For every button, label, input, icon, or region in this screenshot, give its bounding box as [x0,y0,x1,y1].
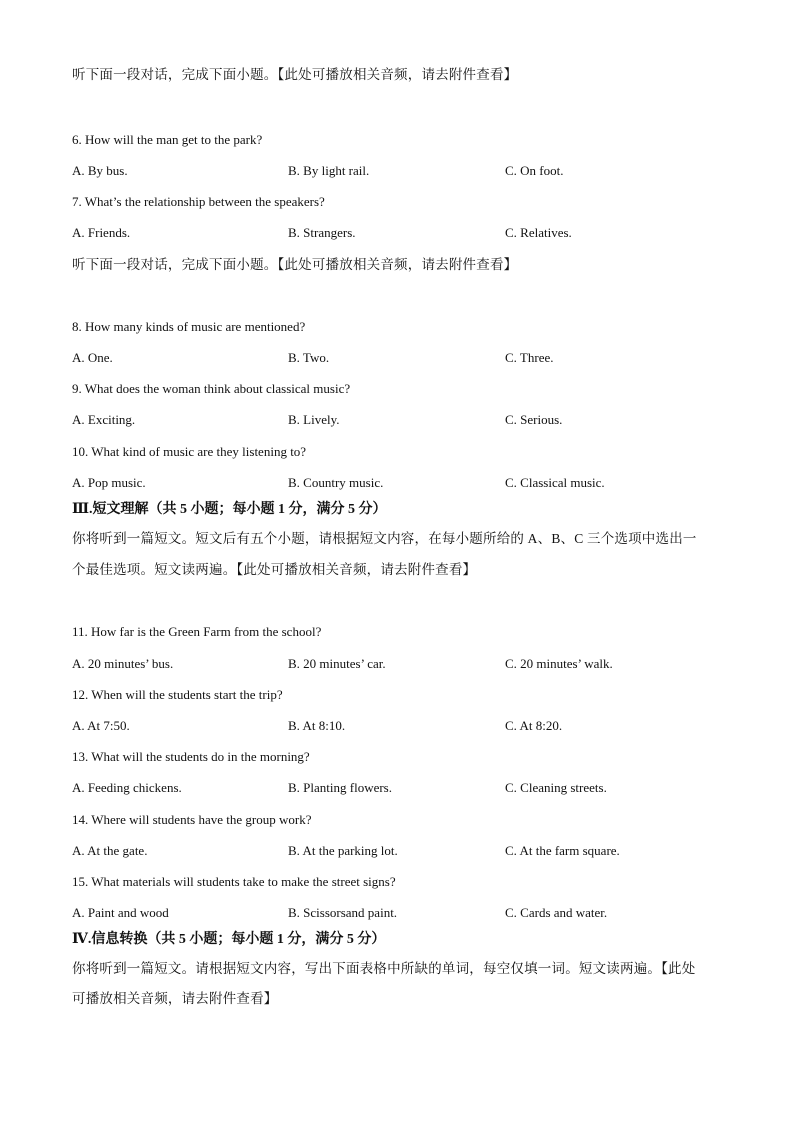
option-b[interactable]: B. By light rail. [288,163,370,178]
option-b[interactable]: B. Planting flowers. [288,780,392,795]
option-c[interactable]: C. Three. [505,350,554,365]
options-12 [72,717,722,735]
question-8: 8. How many kinds of music are mentioned? [72,319,306,334]
option-a[interactable]: A. One. [72,350,113,365]
audio-note: 听下面一段对话，完成下面小题。【此处可播放相关音频，请去附件查看】 [72,67,518,82]
option-b[interactable]: B. Country music. [288,475,384,490]
option-b[interactable]: B. At the parking lot. [288,843,398,858]
option-c[interactable]: C. At 8:20. [505,718,563,733]
options-15 [72,904,722,922]
option-a[interactable]: A. At the gate. [72,843,148,858]
option-b[interactable]: B. Scissorsand paint. [288,905,398,920]
option-a[interactable]: A. Paint and wood [72,905,169,920]
section-instructions: 个最佳选项。短文读两遍。【此处可播放相关音频，请去附件查看】 [72,562,477,577]
question-6: 6. How will the man get to the park? [72,132,263,147]
option-a[interactable]: A. Exciting. [72,412,136,427]
option-b[interactable]: B. 20 minutes’ car. [288,656,386,671]
section-instructions: 你将听到一篇短文。请根据短文内容，写出下面表格中所缺的单词，每空仅填一词。短文读两遍。【此处 [72,961,696,976]
question-7: 7. What’s the relationship between the speakers? [72,194,325,209]
option-a[interactable]: A. Pop music. [72,475,146,490]
option-a[interactable]: A. Feeding chickens. [72,780,182,795]
option-c[interactable]: C. 20 minutes’ walk. [505,656,613,671]
option-b[interactable]: B. Lively. [288,412,340,427]
question-15: 15. What materials will students take to make the street signs? [72,874,396,889]
options-9 [72,411,722,429]
question-12: 12. When will the students start the trip? [72,687,283,702]
audio-note: 听下面一段对话，完成下面小题。【此处可播放相关音频，请去附件查看】 [72,257,518,272]
option-b[interactable]: B. Two. [288,350,330,365]
question-11: 11. How far is the Green Farm from the school? [72,624,322,639]
option-c[interactable]: C. At the farm square. [505,843,620,858]
option-c[interactable]: C. Cards and water. [505,905,608,920]
option-c[interactable]: C. Classical music. [505,475,605,490]
options-10 [72,474,722,492]
option-a[interactable]: A. 20 minutes’ bus. [72,656,174,671]
option-b[interactable]: B. At 8:10. [288,718,346,733]
section-instructions: 你将听到一篇短文。短文后有五个小题，请根据短文内容，在每小题所给的 A、B、C 三个选项中选出一 [72,531,697,546]
options-7 [72,224,722,242]
option-c[interactable]: C. Relatives. [505,225,572,240]
section-title: Ⅳ.信息转换（共 5 小题；每小题 1 分，满分 5 分） [72,932,386,947]
question-9: 9. What does the woman think about classical music? [72,381,351,396]
options-13 [72,779,722,797]
options-6 [72,162,722,180]
section-title: Ⅲ.短文理解（共 5 小题；每小题 1 分，满分 5 分） [72,502,387,517]
options-11 [72,655,722,673]
option-a[interactable]: A. Friends. [72,225,131,240]
option-b[interactable]: B. Strangers. [288,225,356,240]
question-13: 13. What will the students do in the morning? [72,749,310,764]
section-instructions: 可播放相关音频，请去附件查看】 [72,991,278,1006]
option-c[interactable]: C. Serious. [505,412,563,427]
option-c[interactable]: C. Cleaning streets. [505,780,607,795]
question-10: 10. What kind of music are they listening to? [72,444,307,459]
option-a[interactable]: A. At 7:50. [72,718,130,733]
option-c[interactable]: C. On foot. [505,163,564,178]
options-8 [72,349,722,367]
options-14 [72,842,722,860]
option-a[interactable]: A. By bus. [72,163,128,178]
question-14: 14. Where will students have the group work? [72,812,312,827]
